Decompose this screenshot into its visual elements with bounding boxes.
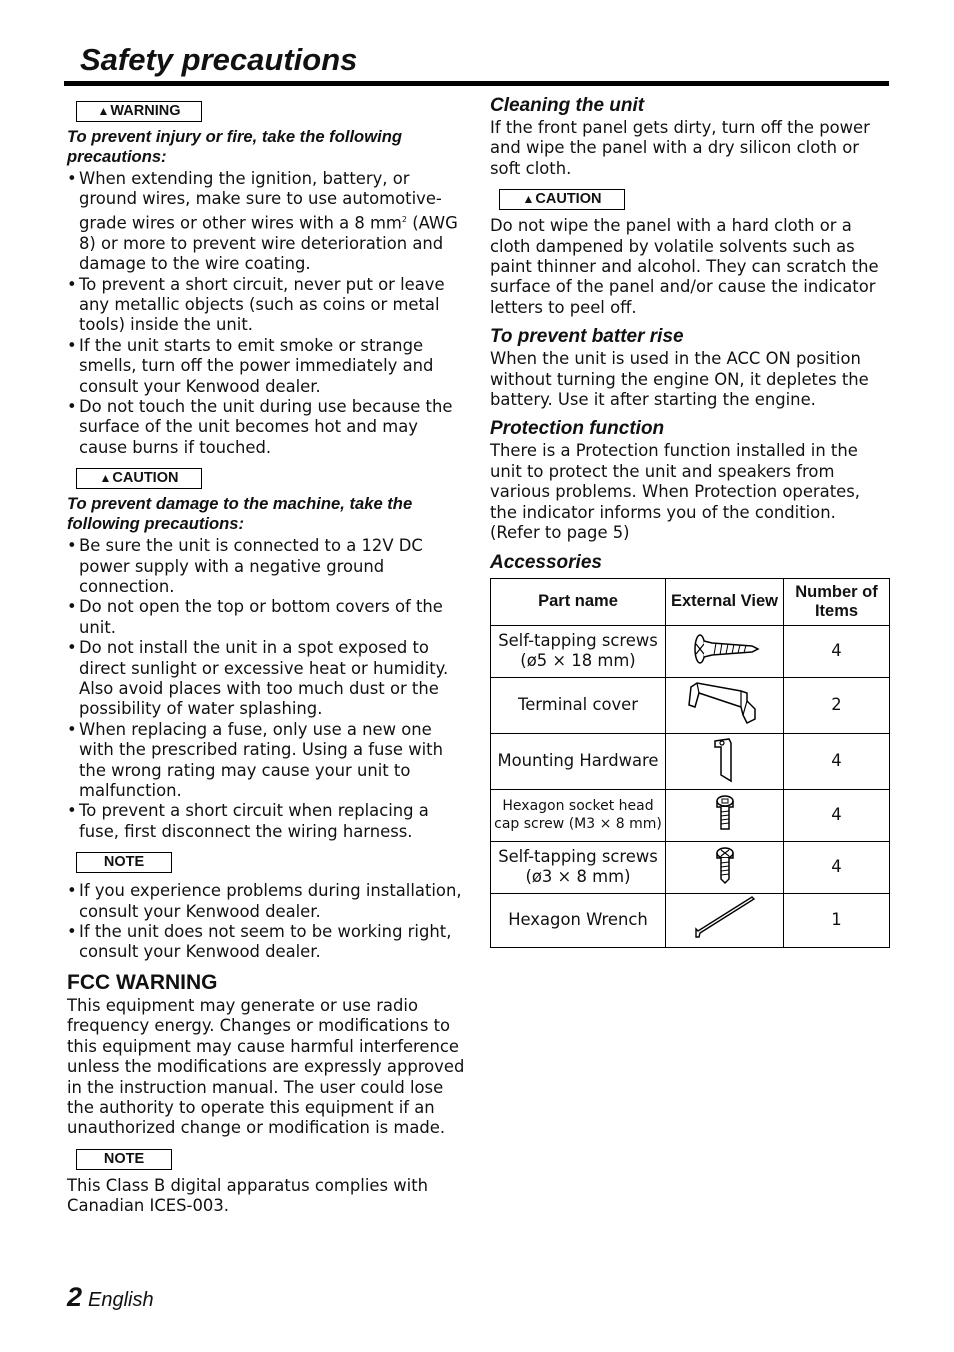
table-row: [491, 893, 890, 947]
hex-socket-screw-icon: [666, 789, 784, 841]
part-name: Self-tapping screws (ø5 × 18 mm): [491, 625, 666, 677]
part-name: Mounting Hardware: [491, 733, 666, 789]
warning-triangle-icon: ▲: [97, 104, 110, 118]
page-footer: [67, 1282, 154, 1313]
item-count: 4: [784, 733, 890, 789]
protection-heading: Protection function: [490, 418, 665, 440]
page-language: English: [88, 1289, 154, 1311]
list-item: • To prevent a short circuit when replacing a fuse, first disconnect the wiring harness.: [67, 801, 467, 842]
header-part-name: Part name: [491, 578, 666, 625]
list-item: • When replacing a fuse, only use a new one with the prescribed rating. Using a fuse with the wrong rating may cause your unit to malfunction.: [67, 720, 467, 802]
note-badge-2: NOTE: [76, 1149, 172, 1170]
list-item: • Do not open the top or bottom covers of the unit.: [67, 597, 467, 638]
list-item: • To prevent a short circuit, never put or leave any metallic objects (such as coins or metal tools) inside the unit.: [67, 275, 467, 336]
caution-triangle-icon: ▲: [522, 192, 535, 207]
caution-badge-right: ▲CAUTION: [499, 189, 625, 210]
list-item: • When extending the ignition, battery, or ground wires, make sure to use automotive-grade wires or other wires with a 8 $mm^2$ (AWG 8) or more to prevent wire deterioration and damage to the wire coating.: [67, 169, 467, 275]
warning-heading: To prevent injury or fire, take the following precautions:: [67, 127, 402, 166]
item-count: 2: [784, 677, 890, 733]
header-external-view: External View: [666, 578, 784, 625]
item-count: 4: [784, 841, 890, 893]
protection-text: There is a Protection function installed in the unit to protect the unit and speakers from various problems. When Protection operates, the indicator informs you of the condition. (Refer to page 5): [490, 441, 860, 543]
warning-list: [67, 169, 467, 458]
cleaning-heading: Cleaning the unit: [490, 95, 645, 116]
header-number-of-items: Number of Items: [784, 578, 890, 625]
cleaning-text: If the front panel gets dirty, turn off the power and wipe the panel with a dry silicon cloth or soft cloth.: [490, 118, 870, 178]
table-row: [491, 733, 890, 789]
table-row: [491, 677, 890, 733]
accessories-heading: Accessories: [490, 551, 602, 573]
title-rule: [64, 81, 889, 86]
page-number: 2: [67, 1282, 83, 1312]
list-item: • If you experience problems during installation, consult your Kenwood dealer.: [67, 881, 467, 922]
table-row: [491, 625, 890, 677]
item-count: 1: [784, 893, 890, 947]
item-count: 4: [784, 789, 890, 841]
note-list: [67, 881, 467, 963]
fcc-heading: FCC WARNING: [67, 970, 218, 994]
terminal-cover-icon: [666, 677, 784, 733]
table-row: [491, 841, 890, 893]
caution-heading: To prevent damage to the machine, take the following precautions:: [67, 494, 413, 534]
list-item: • Be sure the unit is connected to a 12V DC power supply with a negative ground connection.: [67, 536, 467, 597]
table-header-row: [491, 578, 890, 625]
left-column: [67, 100, 467, 1217]
mounting-bracket-icon: [666, 733, 784, 789]
list-item: • If the unit does not seem to be working right, consult your Kenwood dealer.: [67, 922, 467, 963]
list-item: • If the unit starts to emit smoke or strange smells, turn off the power immediately and consult your Kenwood dealer.: [67, 336, 467, 397]
right-column: [490, 95, 890, 948]
screw-short-icon: [666, 841, 784, 893]
list-item: • Do not touch the unit during use because the surface of the unit becomes hot and may cause burns if touched.: [67, 397, 467, 458]
part-name: Terminal cover: [491, 677, 666, 733]
fcc-text: This equipment may generate or use radio frequency energy. Changes or modifications to this equipment may cause harmful interference unless the modifications are expressly approved in the instruction manual. The user could lose the authority to operate this equipment if an unauthorized change or modification is made.: [67, 995, 465, 1138]
battery-heading: To prevent batter rise: [490, 326, 684, 348]
hex-wrench-icon: [666, 893, 784, 947]
note2-text: This Class B digital apparatus complies with Canadian ICES-003.: [67, 1175, 429, 1216]
caution-badge: ▲CAUTION: [76, 468, 202, 489]
list-item: • Do not install the unit in a spot exposed to direct sunlight or excessive heat or humidity. Also avoid places with too much dust or the possibility of water splashing.: [67, 638, 467, 720]
page-title: Safety precautions: [80, 42, 358, 77]
battery-text: When the unit is used in the ACC ON position without turning the engine ON, it depletes the battery. Use it after starting the engine.: [490, 349, 869, 410]
screw-long-icon: [666, 625, 784, 677]
part-name: Self-tapping screws (ø3 × 8 mm): [491, 841, 666, 893]
note-badge: NOTE: [76, 852, 172, 873]
warning-badge: ▲WARNING: [76, 101, 202, 122]
part-name: Hexagon Wrench: [491, 893, 666, 947]
caution-triangle-icon: ▲: [99, 471, 112, 486]
table-row: [491, 789, 890, 841]
item-count: 4: [784, 625, 890, 677]
part-name: Hexagon socket head cap screw (M3 × 8 mm): [491, 789, 666, 841]
caution-text: Do not wipe the panel with a hard cloth or a cloth dampened by volatile solvents such as paint thinner and alcohol. They can scratch the surface of the panel and/or cause the indicator letters to peel off.: [490, 216, 879, 317]
caution-list: [67, 536, 467, 842]
accessories-table: [490, 578, 890, 948]
